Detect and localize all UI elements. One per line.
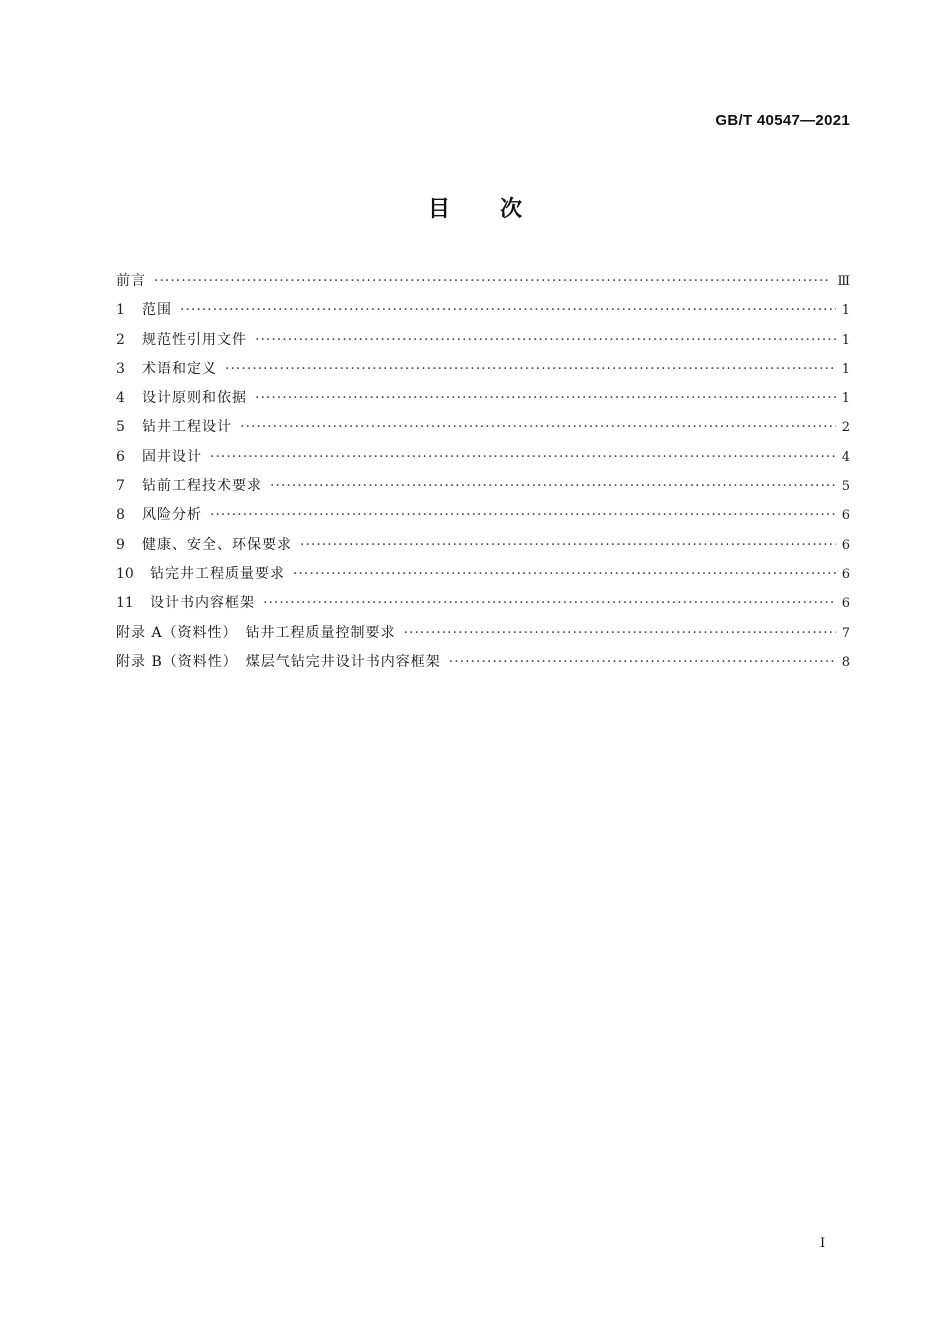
toc-entry-2[interactable] (116, 329, 850, 358)
toc-entry-page: 6 (841, 537, 850, 553)
toc-entry-page: 6 (841, 596, 850, 612)
toc-entry-foreword[interactable] (116, 270, 850, 299)
toc-entry-page: 1 (841, 303, 850, 319)
toc-leader (210, 507, 836, 523)
toc-leader (263, 595, 836, 611)
toc-entry-page: 6 (841, 566, 850, 582)
toc-leader (180, 302, 836, 318)
toc-entry-number: 5 (116, 419, 125, 436)
toc-entry-10[interactable] (116, 563, 850, 592)
toc-entry-6[interactable] (116, 446, 850, 475)
toc-entry-appendix-a[interactable] (116, 622, 850, 651)
toc-entry-page: 8 (841, 654, 850, 670)
table-of-contents (116, 270, 850, 680)
toc-entry-number: 7 (116, 478, 125, 495)
toc-entry-title: 风险分析 (142, 507, 202, 524)
toc-entry-appendix-b[interactable] (116, 651, 850, 680)
toc-entry-number: 6 (116, 448, 125, 465)
toc-leader (404, 625, 836, 641)
toc-leader (255, 390, 836, 406)
toc-entry-7[interactable] (116, 475, 850, 504)
toc-entry-title: 钻前工程技术要求 (142, 478, 262, 495)
toc-entry-number: 10 (116, 565, 134, 582)
toc-leader (300, 537, 836, 553)
toc-leader (240, 419, 836, 435)
toc-entry-title: 钻井工程设计 (142, 419, 232, 436)
toc-entry-title: 规范性引用文件 (142, 331, 247, 348)
toc-entry-title: 设计书内容框架 (150, 595, 255, 612)
toc-entry-8[interactable] (116, 504, 850, 533)
toc-entry-5[interactable] (116, 416, 850, 445)
toc-entry-3[interactable] (116, 358, 850, 387)
toc-entry-title: 附录 A（资料性） 钻井工程质量控制要求 (116, 624, 396, 641)
toc-entry-page: 1 (841, 332, 850, 348)
toc-entry-number: 3 (116, 360, 125, 377)
toc-entry-title: 健康、安全、环保要求 (142, 536, 292, 553)
toc-leader (449, 654, 836, 670)
toc-entry-4[interactable] (116, 387, 850, 416)
toc-entry-title: 术语和定义 (142, 360, 217, 377)
toc-entry-number: 1 (116, 302, 125, 319)
toc-entry-page: 1 (841, 361, 850, 377)
toc-entry-page: 2 (841, 420, 850, 436)
toc-entry-title: 钻完井工程质量要求 (150, 565, 285, 582)
standard-code: GB/T 40547—2021 (715, 112, 850, 129)
toc-entry-number: 9 (116, 536, 125, 553)
toc-entry-1[interactable] (116, 299, 850, 328)
toc-entry-11[interactable] (116, 592, 850, 621)
toc-leader (270, 478, 836, 494)
toc-title: 目次 (427, 197, 572, 222)
toc-entry-page: 1 (841, 391, 850, 407)
toc-entry-number: 8 (116, 507, 125, 524)
toc-leader (293, 566, 836, 582)
toc-entry-page: 6 (841, 508, 850, 524)
toc-entry-page: 7 (841, 625, 850, 641)
toc-entry-title: 设计原则和依据 (142, 390, 247, 407)
toc-leader (255, 332, 836, 348)
toc-entry-title: 附录 B（资料性） 煤层气钻完井设计书内容框架 (116, 653, 441, 670)
toc-entry-title: 范围 (142, 302, 172, 319)
page-number: I (820, 1236, 826, 1251)
toc-leader (154, 273, 831, 289)
toc-entry-number: 11 (116, 595, 134, 612)
toc-leader (210, 449, 836, 465)
toc-entry-title: 固井设计 (142, 448, 202, 465)
toc-leader (225, 361, 836, 377)
toc-entry-page: 5 (841, 479, 850, 495)
toc-entry-9[interactable] (116, 534, 850, 563)
toc-entry-number: 4 (116, 390, 125, 407)
toc-entry-title: 前言 (116, 273, 146, 289)
toc-entry-page: 4 (841, 449, 850, 465)
toc-entry-number: 2 (116, 331, 125, 348)
toc-entry-page: Ⅲ (837, 274, 850, 289)
